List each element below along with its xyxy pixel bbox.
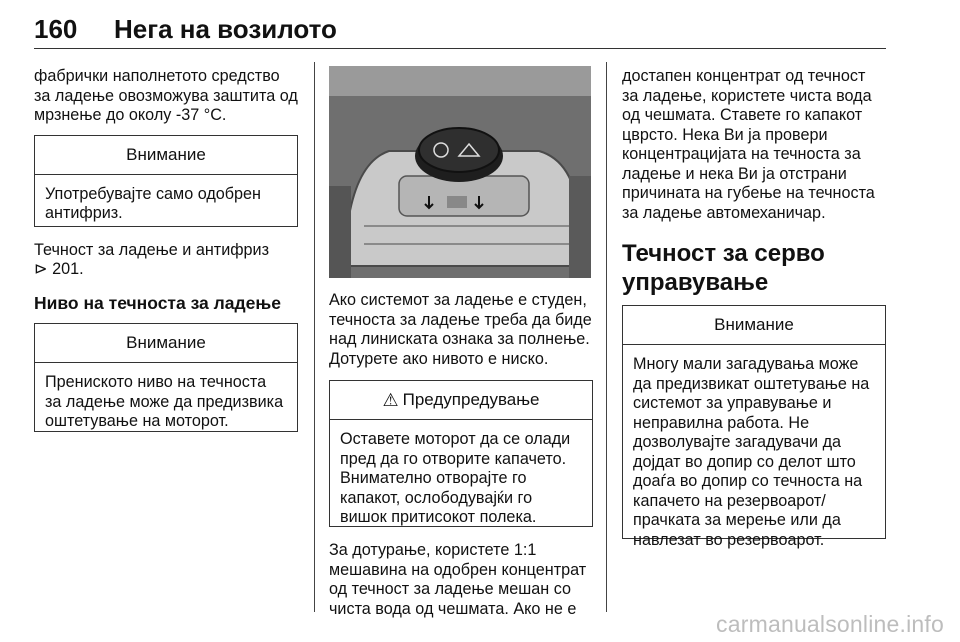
warning-triangle-icon: ⚠ <box>382 390 399 410</box>
warning-box <box>329 380 593 527</box>
notice-box-power-steering <box>622 305 886 549</box>
page-number: 160 <box>34 14 78 44</box>
coolant-reservoir-image <box>329 66 591 278</box>
column-divider-2 <box>606 62 607 612</box>
intro-paragraph: фабрички наполнетото средство за ладење овозможува заштита од мрзнење до околу -37 °C. <box>34 67 298 124</box>
watermark: carmanualsonline.info <box>716 611 944 637</box>
notice-title: Внимание <box>623 306 885 345</box>
coolant-reservoir-illustration <box>329 66 591 278</box>
page-reference-icon: ⊳ <box>34 260 48 278</box>
notice-title: Внимание <box>35 324 297 363</box>
notice-title: Внимание <box>35 136 297 175</box>
coolant-level-heading: Ниво на течноста за ладење <box>34 292 281 313</box>
coolant-antifreeze-text: Течност за ладење и антифриз <box>34 240 270 259</box>
warning-header <box>330 381 592 420</box>
topping-up-paragraph: За дотурање, користете 1:1 мешавина на одобрен концентрат од течност за ладење мешан со чиста вода од чешмата. Ако не е <box>329 541 587 618</box>
column-1 <box>34 67 298 432</box>
continued-paragraph: достапен концентрат од течност за ладење, користете чиста вода од чешмата. Ставете го капакот цврсто. Нека Ви ја провери концентрацијата на течноста за ладење и нека Ви ја отстрани причината на губење на течноста за ладење автомеханичар. <box>622 67 875 222</box>
cold-system-paragraph: Ако системот за ладење е студен, течноста за ладење треба да биде над линиската ознака за полнење. Дотурете ако нивото е ниско. <box>329 291 592 368</box>
header-rule <box>34 48 886 49</box>
page-title: Нега на возилото <box>114 14 337 44</box>
warning-body: Оставете моторот да се олади пред да го отворите капачето. Внимателно отворајте го капакот, ослободувајќи го вишок притисокот полека. <box>340 430 571 526</box>
power-steering-heading: Течност за серво управување <box>622 240 825 296</box>
column-3 <box>622 67 886 549</box>
notice-box-antifreeze <box>34 135 298 227</box>
notice-body: Употребувајте само одобрен антифриз. <box>45 184 262 222</box>
page-header <box>34 10 886 50</box>
notice-box-coolant-level <box>34 323 298 432</box>
column-divider-1 <box>314 62 315 612</box>
page-reference-link[interactable]: 201. <box>52 260 84 278</box>
warning-title: Предупредување <box>402 390 540 409</box>
notice-body: Прениското ниво на течноста за ладење може да предизвика оштетување на моторот. <box>45 373 284 430</box>
notice-body: Многу мали загадувања може да предизвикат оштетување на системот за управување и неправилна работа. Не дозволувајте загадувачи да дојдат во допир со делот што доаѓа во допир со течноста на капачето на резервоарот/прачката за мерење или да навлезат во резервоарот. <box>633 355 870 549</box>
column-2 <box>329 291 593 619</box>
coolant-antifreeze-paragraph <box>34 241 298 280</box>
